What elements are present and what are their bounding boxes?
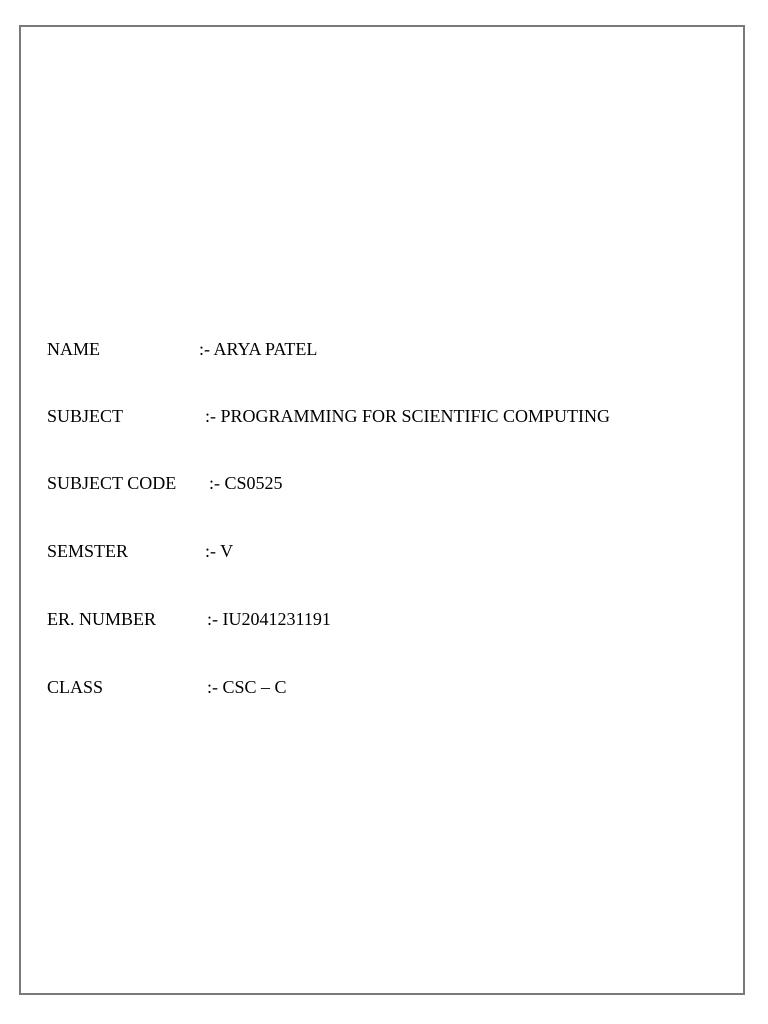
class-value: :- CSC – C [207, 677, 287, 697]
subject-code-value: :- CS0525 [209, 473, 283, 493]
er-number-value: :- IU2041231191 [207, 609, 331, 629]
name-value: :- ARYA PATEL [199, 339, 318, 359]
subject-value: :- PROGRAMMING FOR SCIENTIFIC COMPUTING [205, 406, 611, 426]
semester-label: SEMSTER [47, 541, 129, 561]
subject-label: SUBJECT [47, 406, 124, 426]
subject-code-label: SUBJECT CODE [47, 473, 177, 493]
er-number-label: ER. NUMBER [47, 609, 157, 629]
semester-value: :- V [205, 541, 234, 561]
class-label: CLASS [47, 677, 104, 697]
page-border [19, 25, 745, 995]
name-label: NAME [47, 339, 100, 359]
